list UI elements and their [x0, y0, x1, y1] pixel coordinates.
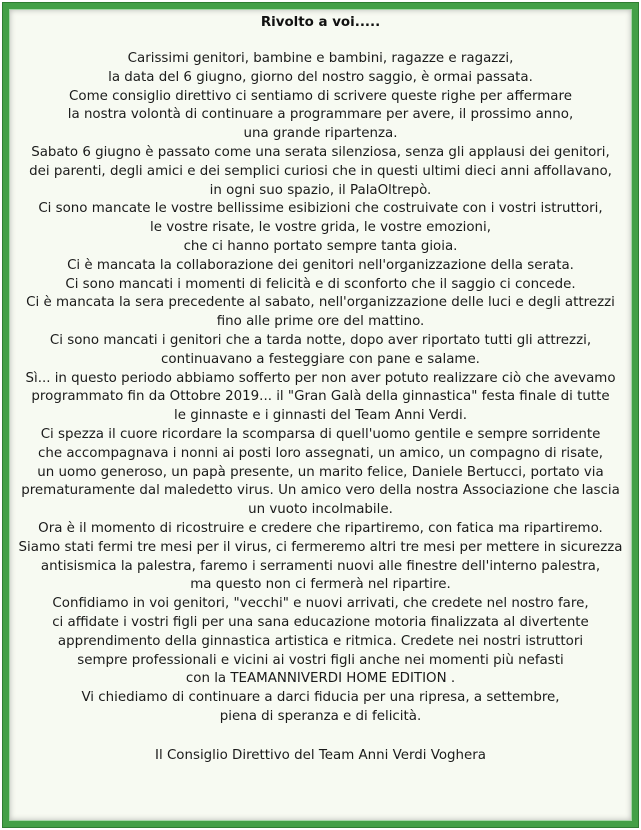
letter-line: sempre professionali e vicini ai vostri figli anche nei momenti più nefasti — [77, 652, 564, 668]
letter-line: Confidiamo in voi genitori, "vecchi" e nuovi arrivati, che credete nel nostro fare, — [52, 596, 589, 612]
letter-line: un uomo generoso, un papà presente, un marito felice, Daniele Bertucci, portato via — [37, 464, 604, 480]
letter-line: Ci è mancata la sera precedente al sabato, nell'organizzazione delle luci e degli attrezzi — [26, 295, 615, 311]
letter-line: la data del 6 giugno, giorno del nostro saggio, è ormai passata. — [108, 69, 533, 85]
letter-line: antisismica la palestra, faremo i serramenti nuovi alle finestre dell'interno palestra, — [40, 558, 601, 574]
letter-line: le vostre risate, le vostre grida, le vostre emozioni, — [149, 220, 492, 236]
letter-line: Vi chiediamo di continuare a darci fiducia per una ripresa, a settembre, — [81, 690, 560, 706]
letter-line: Ci sono mancati i genitori che a tarda notte, dopo aver riportato tutti gli attrezzi, — [49, 332, 592, 348]
letter-line: una grande ripartenza. — [243, 126, 398, 142]
letter-line: Ci sono mancate le vostre bellissime esibizioni che costruivate con i vostri istruttori, — [38, 201, 603, 217]
letter-line: in ogni suo spazio, il PalaOltrepò. — [209, 182, 432, 198]
letter-line: piena di speranza e di felicità. — [219, 708, 422, 724]
letter-body — [9, 9, 632, 821]
letter-line: la nostra volontà di continuare a programmare per avere, il prossimo anno, — [67, 107, 574, 123]
letter-line: con la TEAMANNIVERDI HOME EDITION . — [185, 671, 456, 687]
letter-line: che ci hanno portato sempre tanta gioia. — [183, 238, 458, 254]
letter-line: Ci è mancata la collaborazione dei genitori nell'organizzazione della serata. — [67, 257, 574, 273]
letter-line: le ginnaste e i ginnasti del Team Anni Verdi. — [174, 408, 467, 424]
letter-signature: Il Consiglio Direttivo del Team Anni Verdi Voghera — [155, 747, 486, 763]
letter-line: continuavano a festeggiare con pane e salame. — [161, 351, 480, 367]
letter-line: fino alle prime ore del mattino. — [216, 314, 425, 330]
letter-line: ci affidate i vostri figli per una sana educazione motoria finalizzata al divertente — [52, 614, 589, 630]
letter-line: Sabato 6 giugno è passato come una serata silenziosa, senza gli applausi dei genitori, — [31, 144, 610, 160]
letter-line: Siamo stati fermi tre mesi per il virus, ci fermeremo altri tre mesi per mettere in sicurezza — [18, 539, 623, 555]
spacer — [18, 32, 623, 50]
letter-title: Rivolto a voi..... — [260, 15, 381, 30]
letter-line: che accompagnava i nonni ai posti loro assegnati, un amico, un compagno di risate, — [38, 445, 603, 461]
letter-line: Ci sono mancati i momenti di felicità e di sconforto che il saggio ci concede. — [65, 276, 576, 292]
letter-line: Ci spezza il cuore ricordare la scomparsa di quell'uomo gentile e sempre sorridente — [40, 426, 601, 442]
letter-line: apprendimento della ginnastica artistica e ritmica. Credete nei nostri istruttori — [57, 633, 584, 649]
letter-line: dei parenti, degli amici e dei semplici curiosi che in questi ultimi dieci anni affollavano, — [29, 163, 612, 179]
letter-text — [18, 50, 623, 727]
letter-line: Sì... in questo periodo abbiamo sofferto per non aver potuto realizzare ciò che avevamo — [25, 370, 616, 386]
letter-frame — [2, 2, 639, 828]
letter-line: un vuoto incolmabile. — [248, 502, 393, 518]
letter-line: programmato fin da Ottobre 2019... il "Gran Galà della ginnastica" festa finale di tutte — [31, 389, 610, 405]
letter-line: Ora è il momento di ricostruire e credere che ripartiremo, con fatica ma ripartiremo. — [38, 520, 603, 536]
letter-line: Come consiglio direttivo ci sentiamo di scrivere queste righe per affermare — [69, 88, 572, 104]
letter-line: ma questo non ci fermerà nel ripartire. — [190, 577, 451, 593]
letter-line: prematuramente dal maledetto virus. Un amico vero della nostra Associazione che lascia — [21, 483, 620, 499]
letter-line: Carissimi genitori, bambine e bambini, ragazze e ragazzi, — [127, 51, 514, 66]
